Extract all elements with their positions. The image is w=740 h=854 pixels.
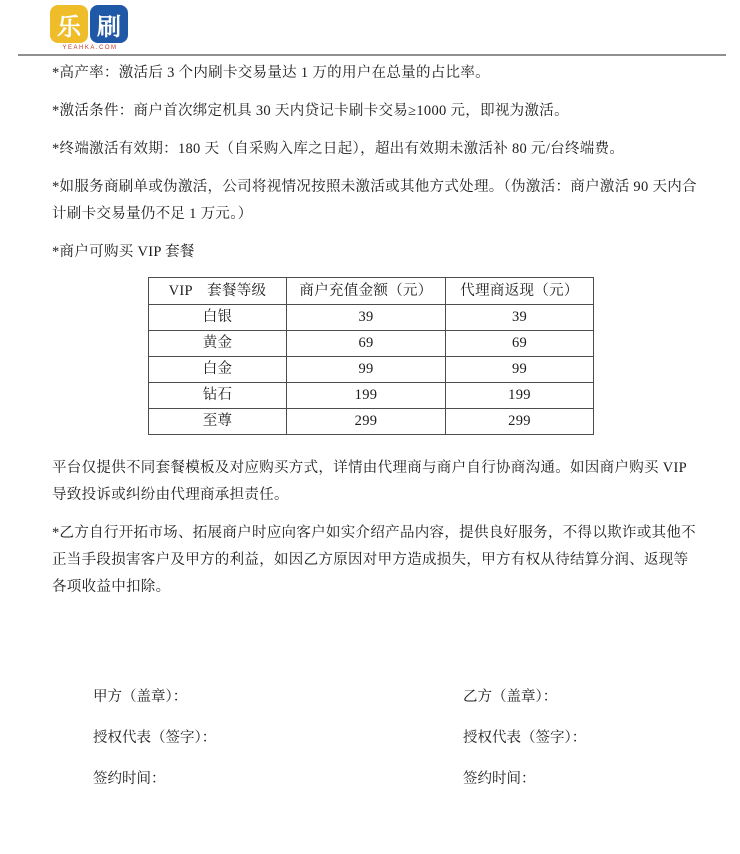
clause-terminal-validity: *终端激活有效期：180 天（自采购入库之日起），超出有效期未激活补 80 元/台终端费。 (52, 141, 625, 157)
logo-char-le: 乐 (57, 13, 81, 41)
party-b-sign-date-label: 签约时间： (463, 771, 536, 787)
header-divider (18, 54, 726, 56)
logo-tiles (50, 5, 130, 43)
clause-activation-condition: *激活条件：商户首次绑定机具 30 天内贷记卡刷卡交易≥1000 元，即视为激活。 (52, 103, 569, 119)
table-header-row (149, 278, 594, 305)
cell-amount: 69 (287, 331, 446, 357)
contract-body (52, 60, 697, 612)
logo-site-text: YEAHKA.COM (62, 45, 118, 51)
table-row (149, 357, 594, 383)
header-amount: 商户充值金额（元） (287, 278, 446, 305)
table-row (149, 331, 594, 357)
signature-party-b (463, 684, 586, 807)
cell-tier: 至尊 (149, 409, 287, 435)
cell-rebate: 39 (446, 305, 594, 331)
cell-tier: 白银 (149, 305, 287, 331)
cell-tier: 白金 (149, 357, 287, 383)
party-a-sign-date-label: 签约时间： (93, 771, 166, 787)
header-tier: VIP 套餐等级 (149, 278, 287, 305)
cell-rebate: 299 (446, 409, 594, 435)
clause-vip-package-intro: *商户可购买 VIP 套餐 (52, 244, 195, 260)
logo-tile-shua (90, 5, 128, 43)
cell-amount: 39 (287, 305, 446, 331)
table-row (149, 409, 594, 435)
yeahka-logo (50, 5, 130, 51)
header-rebate: 代理商返现（元） (446, 278, 594, 305)
signature-party-a (93, 684, 216, 807)
table-row (149, 305, 594, 331)
cell-amount: 99 (287, 357, 446, 383)
cell-amount: 299 (287, 409, 446, 435)
cell-rebate: 69 (446, 331, 594, 357)
party-b-seal-label: 乙方（盖章）： (463, 689, 558, 705)
clause-high-yield-rate: *高产率：激活后 3 个内刷卡交易量达 1 万的用户在总量的占比率。 (52, 65, 490, 81)
vip-package-table (148, 277, 594, 435)
logo-tile-le (50, 5, 88, 43)
party-b-representative-label: 授权代表（签字）： (463, 730, 587, 746)
clause-platform-disclaimer: 平台仅提供不同套餐模板及对应购买方式，详情由代理商与商户自行协商沟通。如因商户购买 VIP 导致投诉或纠纷由代理商承担责任。 (52, 460, 687, 503)
cell-tier: 黄金 (149, 331, 287, 357)
cell-amount: 199 (287, 383, 446, 409)
cell-tier: 钻石 (149, 383, 287, 409)
cell-rebate: 199 (446, 383, 594, 409)
clause-party-b-obligation: *乙方自行开拓市场、拓展商户时应向客户如实介绍产品内容，提供良好服务，不得以欺诈或其他不正当手段损害客户及甲方的利益，如因乙方原因对甲方造成损失，甲方有权从待结算分润、返现等各项收益中扣除。 (52, 525, 696, 595)
table-row (149, 383, 594, 409)
clause-fake-activation: *如服务商刷单或伪激活，公司将视情况按照未激活或其他方式处理。（伪激活：商户激活 90 天内合计刷卡交易量仍不足 1 万元。） (52, 179, 697, 222)
party-a-seal-label: 甲方（盖章）： (93, 689, 188, 705)
logo-char-shua: 刷 (97, 13, 121, 41)
party-a-representative-label: 授权代表（签字）： (93, 730, 217, 746)
cell-rebate: 99 (446, 357, 594, 383)
